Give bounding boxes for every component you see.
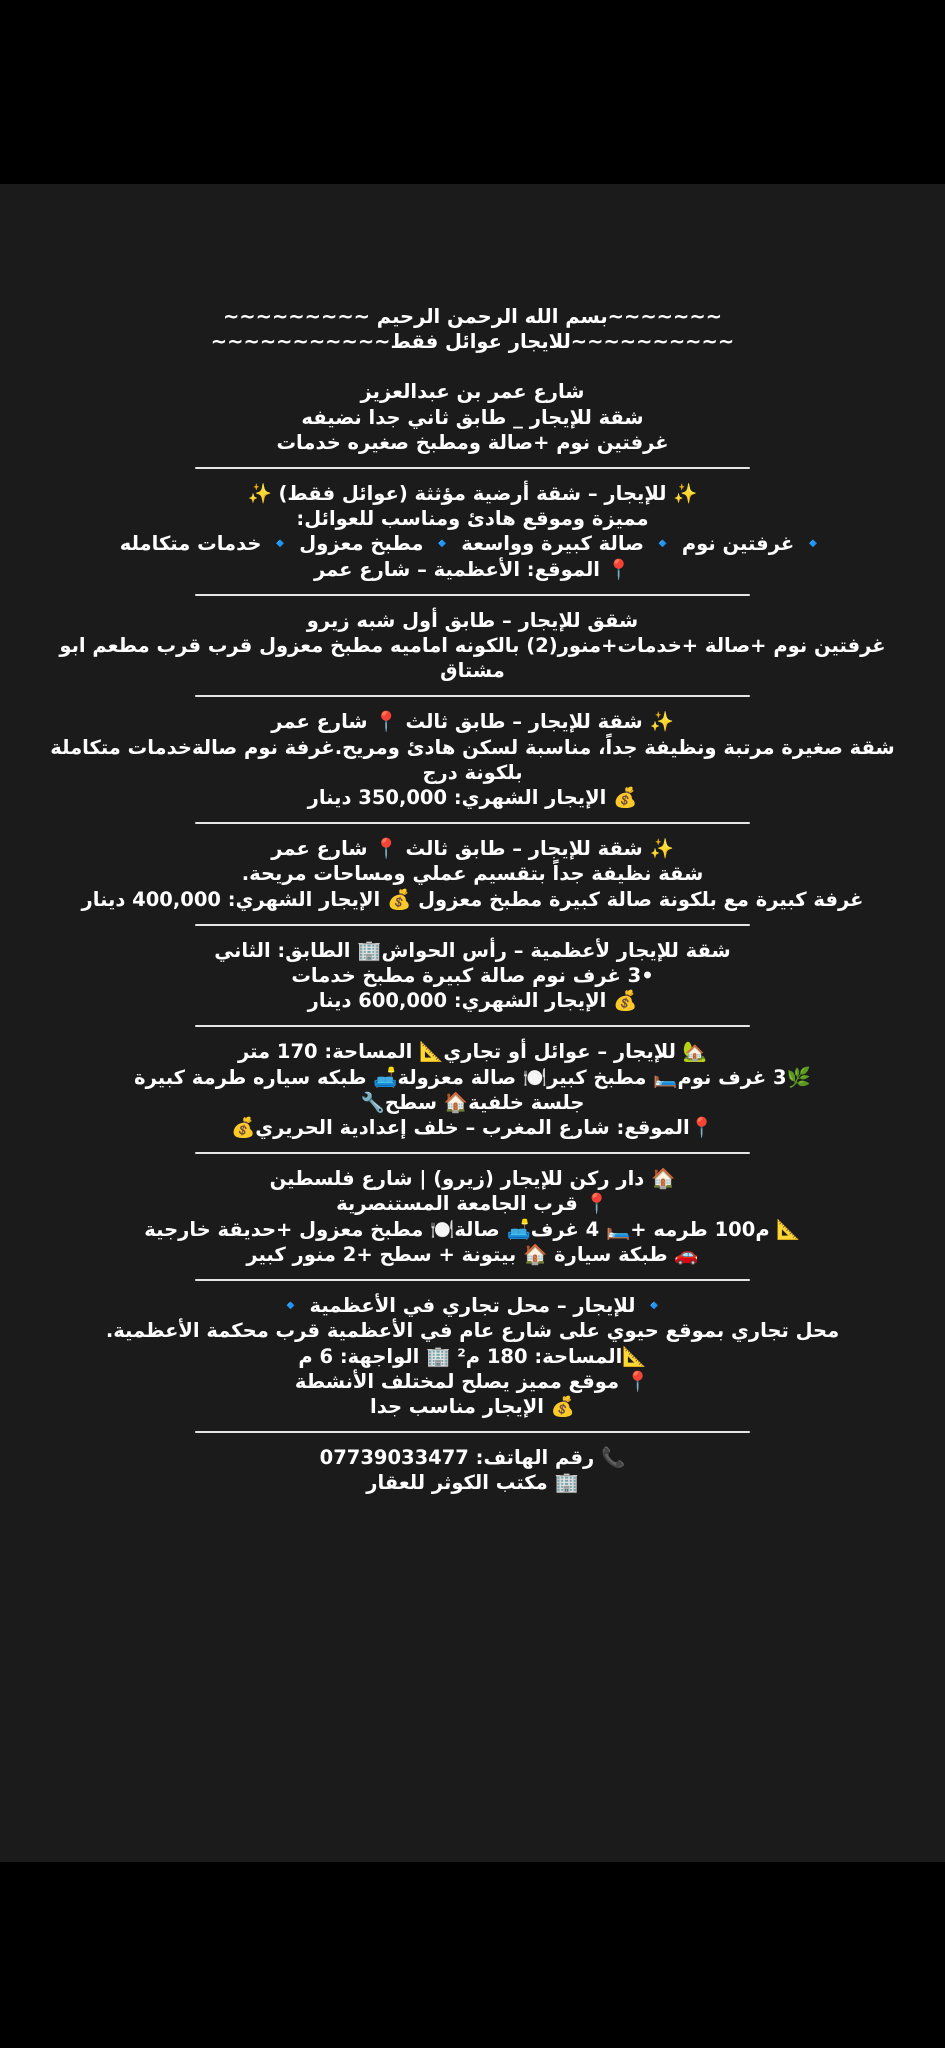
- listing-9-desc: محل تجاري بموقع حيوي على شارع عام في الأعظمية قرب محكمة الأعظمية.: [105, 1319, 840, 1343]
- listing-7-rooms: 🌿3 غرف نوم🛏️ مطبخ كبير🍽️ صالة معزولة🛋️ طبكه سياره طرمة كبيرة: [134, 1065, 811, 1089]
- listing-3-details: غرفتين نوم +صالة +خدمات+منور(2) بالكونه اماميه مطبخ معزول قرب قرب مطعم ابو مشتاق: [59, 634, 886, 683]
- listing-6-rooms: •3 غرف نوم صالة كبيرة مطبخ خدمات: [291, 964, 654, 988]
- divider: [195, 1431, 750, 1433]
- listing-8-near: 📍 قرب الجامعة المستنصرية: [336, 1192, 609, 1216]
- listing-7-location: 📍الموقع: شارع المغرب – خلف إعدادية الحريري💰: [231, 1116, 714, 1140]
- listing-5-title: ✨ شقة للإيجار – طابق ثالث 📍 شارع عمر: [271, 837, 674, 861]
- listing-4-title: ✨ شقة للإيجار – طابق ثالث 📍 شارع عمر: [271, 710, 674, 734]
- listing-7-extras: جلسة خلفية🏠 سطح🔧: [360, 1090, 585, 1114]
- listing-8-extras: 🚗 طبكة سيارة 🏠 بيتونة + سطح +2 منور كبير: [246, 1242, 699, 1266]
- listing-2-location: 📍 الموقع: الأعظمية – شارع عمر: [313, 557, 632, 581]
- listing-9-price: 💰 الإيجار مناسب جدا: [370, 1394, 575, 1418]
- story-background: [0, 184, 945, 1862]
- bottom-letterbox: [0, 1862, 945, 2048]
- header-bismillah: ~~~~~~~بسم الله الرحمن الرحيم ~~~~~~~~~: [222, 305, 723, 328]
- spacer: [40, 354, 905, 379]
- listing-4-price: 💰 الإيجار الشهري: 350,000 دينار: [307, 786, 638, 810]
- top-letterbox: [0, 0, 945, 184]
- divider: [195, 924, 750, 926]
- listing-1-title: شقة للإيجار _ طابق ثاني جدا نضيفه: [301, 405, 644, 429]
- listing-4-desc: شقة صغيرة مرتبة ونظيفة جداً، مناسبة لسكن هادئ ومريح.غرفة نوم صالةخدمات متكاملة بلكونة درج: [50, 735, 895, 784]
- listing-7-title: 🏡 للإيجار – عوائل أو تجاري📐 المساحة: 170 متر: [237, 1040, 708, 1064]
- listing-8-title: 🏠 دار ركن للإيجار (زيرو) | شارع فلسطين: [269, 1167, 676, 1191]
- contact-phone: 📞 رقم الهاتف: 07739033477: [319, 1446, 626, 1470]
- listing-5-desc: شقة نظيفة جداً بتقسيم عملي ومساحات مريحة.: [241, 862, 704, 886]
- divider: [195, 467, 750, 469]
- listing-9-location: 📍 موقع مميز يصلح لمختلف الأنشطة: [294, 1369, 651, 1393]
- divider: [195, 1025, 750, 1027]
- listing-6-price: 💰 الإيجار الشهري: 600,000 دينار: [307, 989, 638, 1013]
- divider: [195, 695, 750, 697]
- listing-6-title: شقة للإيجار لأعظمية – رأس الحواش🏢 الطابق: الثاني: [214, 938, 731, 962]
- listing-1-street: شارع عمر بن عبدالعزيز: [360, 380, 585, 404]
- header-families-only: ~~~~~~~~~~للايجار عوائل فقط~~~~~~~~~~~: [210, 330, 735, 354]
- listing-2-features: 🔹 غرفتين نوم 🔹 صالة كبيرة وواسعة 🔹 مطبخ معزول 🔹 خدمات متكامله: [119, 532, 826, 556]
- divider: [195, 594, 750, 596]
- listing-8-rooms: 📐 م100 طرمه +🛏️ 4 غرف🛋️ صالة🍽️ مطبخ معزول +حديقة خارجية: [144, 1217, 801, 1241]
- listing-9-area: 📐المساحة: 180 م² 🏢 الواجهة: 6 م: [298, 1344, 647, 1368]
- divider: [195, 1152, 750, 1154]
- divider: [195, 822, 750, 824]
- listing-5-details: غرفة كبيرة مع بلكونة صالة كبيرة مطبخ معزول 💰 الإيجار الشهري: 400,000 دينار: [81, 887, 864, 911]
- listing-2-desc: مميزة وموقع هادئ ومناسب للعوائل:: [296, 507, 649, 531]
- listing-9-title: 🔹 للإيجار – محل تجاري في الأعظمية 🔹: [278, 1294, 667, 1318]
- listing-3-title: شقق للإيجار – طابق أول شبه زيرو: [306, 608, 639, 632]
- divider: [195, 1279, 750, 1281]
- listing-text: [40, 304, 905, 1496]
- listing-1-details: غرفتين نوم +صالة ومطبخ صغيره خدمات: [276, 430, 669, 454]
- contact-office: 🏢 مكتب الكوثر للعقار: [366, 1471, 579, 1495]
- listing-2-title: ✨ للإيجار – شقة أرضية مؤثثة (عوائل فقط) ✨: [247, 482, 698, 506]
